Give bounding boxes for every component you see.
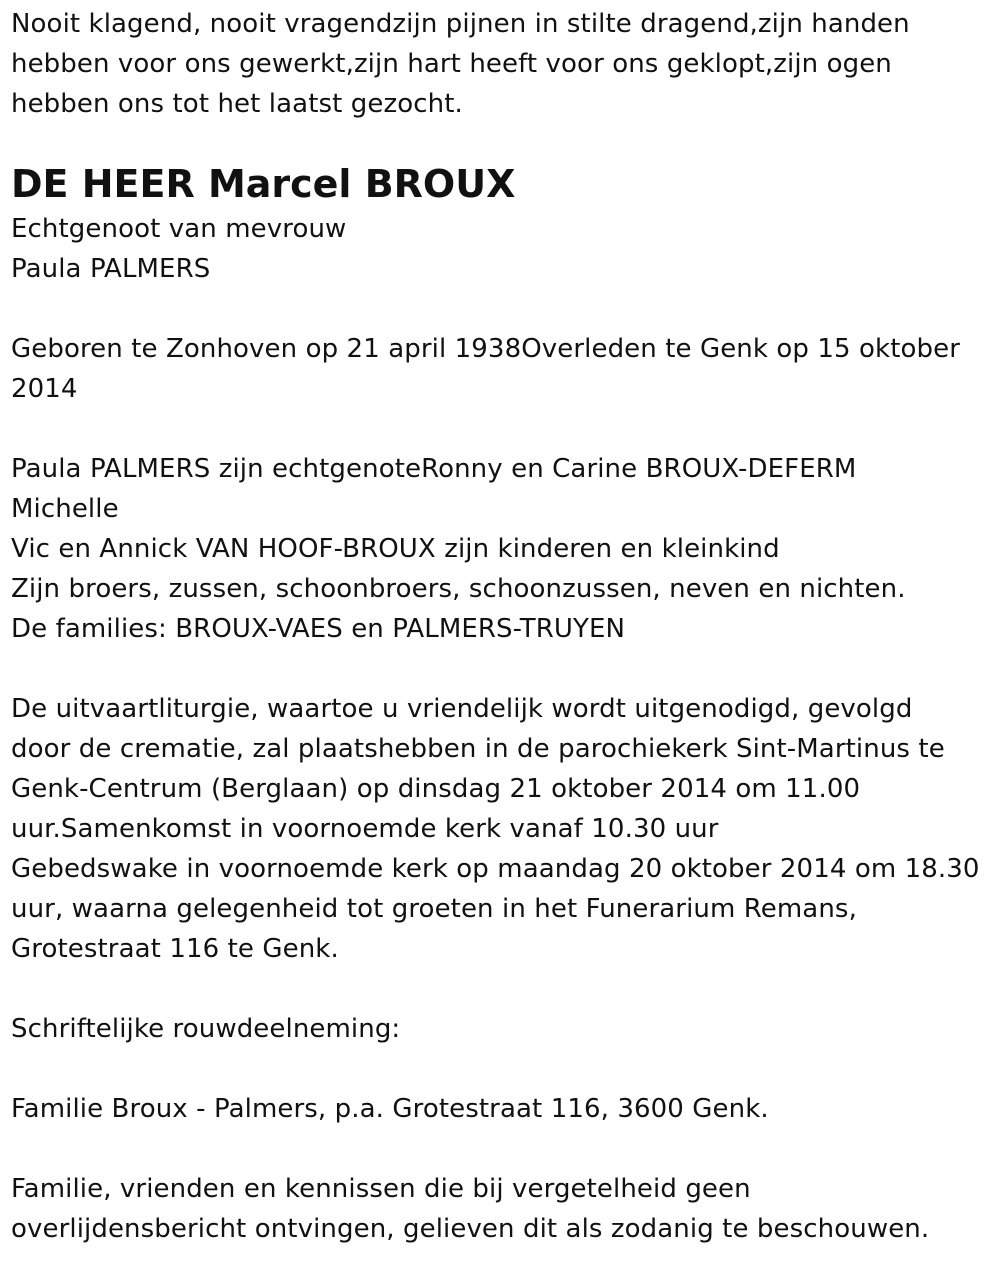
family-address: Familie Broux - Palmers, p.a. Grotestraat 116, 3600 Genk. (11, 1094, 769, 1124)
poem-line: Nooit klagend, nooit vragendzijn pijnen in stilte dragend,zijn handen (11, 9, 910, 39)
poem-line: hebben ons tot het laatst gezocht. (11, 89, 463, 119)
closing-section (11, 1169, 991, 1249)
condolence-label: Schriftelijke rouwdeelneming: (11, 1014, 401, 1044)
funeral-line: uur, waarna gelegenheid tot groeten in het Funerarium Remans, (11, 894, 857, 924)
spouse-line: Echtgenoot van mevrouw (11, 214, 347, 244)
funeral-line: De uitvaartliturgie, waartoe u vriendelijk wordt uitgenodigd, gevolgd (11, 694, 913, 724)
spouse-line: Paula PALMERS (11, 254, 211, 284)
spouse-section (11, 209, 991, 289)
birth-death-section (11, 329, 991, 409)
family-line: Paula PALMERS zijn echtgenoteRonny en Carine BROUX-DEFERM (11, 454, 857, 484)
funeral-line: Gebedswake in voornoemde kerk op maandag 20 oktober 2014 om 18.30 (11, 854, 980, 884)
family-line: Vic en Annick VAN HOOF-BROUX zijn kinderen en kleinkind (11, 534, 780, 564)
closing-line: Familie, vrienden en kennissen die bij vergetelheid geen (11, 1174, 751, 1204)
family-line: Zijn broers, zussen, schoonbroers, schoonzussen, neven en nichten. (11, 574, 906, 604)
funeral-section (11, 689, 991, 969)
birth-death-line: Geboren te Zonhoven op 21 april 1938Overleden te Genk op 15 oktober (11, 334, 960, 364)
family-section (11, 449, 991, 649)
funeral-line: Grotestraat 116 te Genk. (11, 934, 339, 964)
family-line: Michelle (11, 494, 119, 524)
funeral-line: uur.Samenkomst in voornoemde kerk vanaf 10.30 uur (11, 814, 719, 844)
funeral-line: Genk-Centrum (Berglaan) op dinsdag 21 oktober 2014 om 11.00 (11, 774, 861, 804)
family-line: De families: BROUX-VAES en PALMERS-TRUYEN (11, 614, 626, 644)
funeral-line: door de crematie, zal plaatshebben in de parochiekerk Sint-Martinus te (11, 734, 945, 764)
obituary-notice (11, 4, 991, 1249)
poem-section (11, 4, 991, 124)
deceased-name-title: DE HEER Marcel BROUX (11, 162, 516, 206)
poem-line: hebben voor ons gewerkt,zijn hart heeft voor ons geklopt,zijn ogen (11, 49, 892, 79)
birth-death-line: 2014 (11, 374, 78, 404)
closing-line: overlijdensbericht ontvingen, gelieven dit als zodanig te beschouwen. (11, 1214, 930, 1244)
